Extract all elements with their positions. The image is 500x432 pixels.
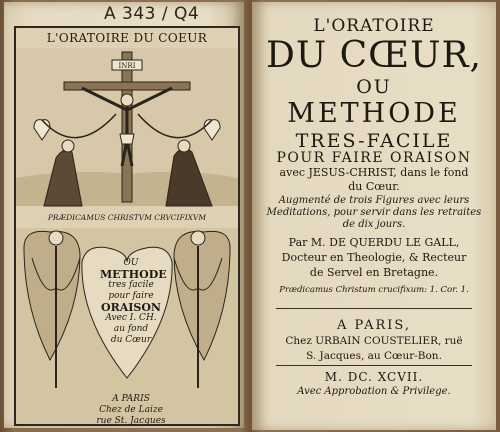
title-conjunction: OU	[356, 76, 392, 98]
plate-title: L'ORATOIRE DU COEUR	[16, 28, 238, 49]
augment-note: Augmenté de trois Figures avec leurs Meditations, pour servir dans les retraites de dix jours.	[266, 195, 482, 230]
title-methode: METHODE	[287, 98, 461, 129]
divider-rule	[276, 308, 472, 309]
heart-text-line: ORAISON	[101, 301, 161, 314]
crucifixion-engraving	[16, 48, 238, 424]
heart-text-line: pour faire	[108, 291, 154, 301]
publisher-line-1: Chez URBAIN COUSTELIER, ruë	[285, 335, 463, 347]
title-tres-facile: TRES-FACILE	[295, 130, 453, 152]
divider-rule	[276, 365, 472, 366]
author-line-2: Docteur en Theologie, & Recteur	[281, 251, 467, 264]
title-avec: avec JESUS-CHRIST, dans le fond	[279, 166, 469, 179]
plate-heart-text	[100, 258, 167, 346]
title-main: DU CŒUR,	[265, 35, 483, 76]
heart-text-line: au fond	[113, 324, 149, 334]
heart-text-line: tres facile	[108, 280, 154, 290]
heart-text-line: du Cœur	[110, 335, 152, 345]
imprint-line: rue St. Jacques	[96, 416, 166, 426]
inri-titulus: INRI	[118, 62, 136, 70]
heart-text-line: METHODE	[100, 268, 167, 281]
epigraph: Prædicamus Christum crucifixum: 1. Cor. 1.	[279, 285, 469, 295]
imprint-line: Chez de Laize	[99, 405, 163, 415]
publisher-line-2: S. Jacques, au Cœur-Bon.	[306, 350, 442, 362]
plate-motto: PRÆDICAMUS CHRISTVM CRVCIFIXVM	[47, 213, 207, 222]
title-page	[252, 2, 496, 430]
title-line-1: L'ORATOIRE	[313, 16, 435, 36]
author-line-1: Par M. DE QUERDU LE GALL,	[288, 236, 460, 249]
author-line-3: de Servel en Bretagne.	[309, 266, 439, 279]
imprint-city: A PARIS,	[337, 318, 411, 333]
heart-text-line: OU	[123, 258, 139, 268]
plate-imprint	[86, 394, 176, 427]
title-du-coeur: du Cœur.	[348, 180, 400, 193]
title-pour-faire: POUR FAIRE ORAISON	[276, 150, 472, 166]
imprint-line: A PARIS	[112, 394, 150, 404]
engraved-plate	[14, 26, 240, 426]
crucifix-scene	[16, 48, 238, 206]
imprint-year: M. DC. XCVII.	[324, 370, 424, 384]
heart-text-line: Avec I. CH.	[105, 313, 157, 323]
frontispiece-page	[4, 2, 244, 428]
shelfmark: A 343 / Q4	[104, 4, 200, 24]
privilege-note: Avec Approbation & Privilege.	[297, 386, 451, 397]
